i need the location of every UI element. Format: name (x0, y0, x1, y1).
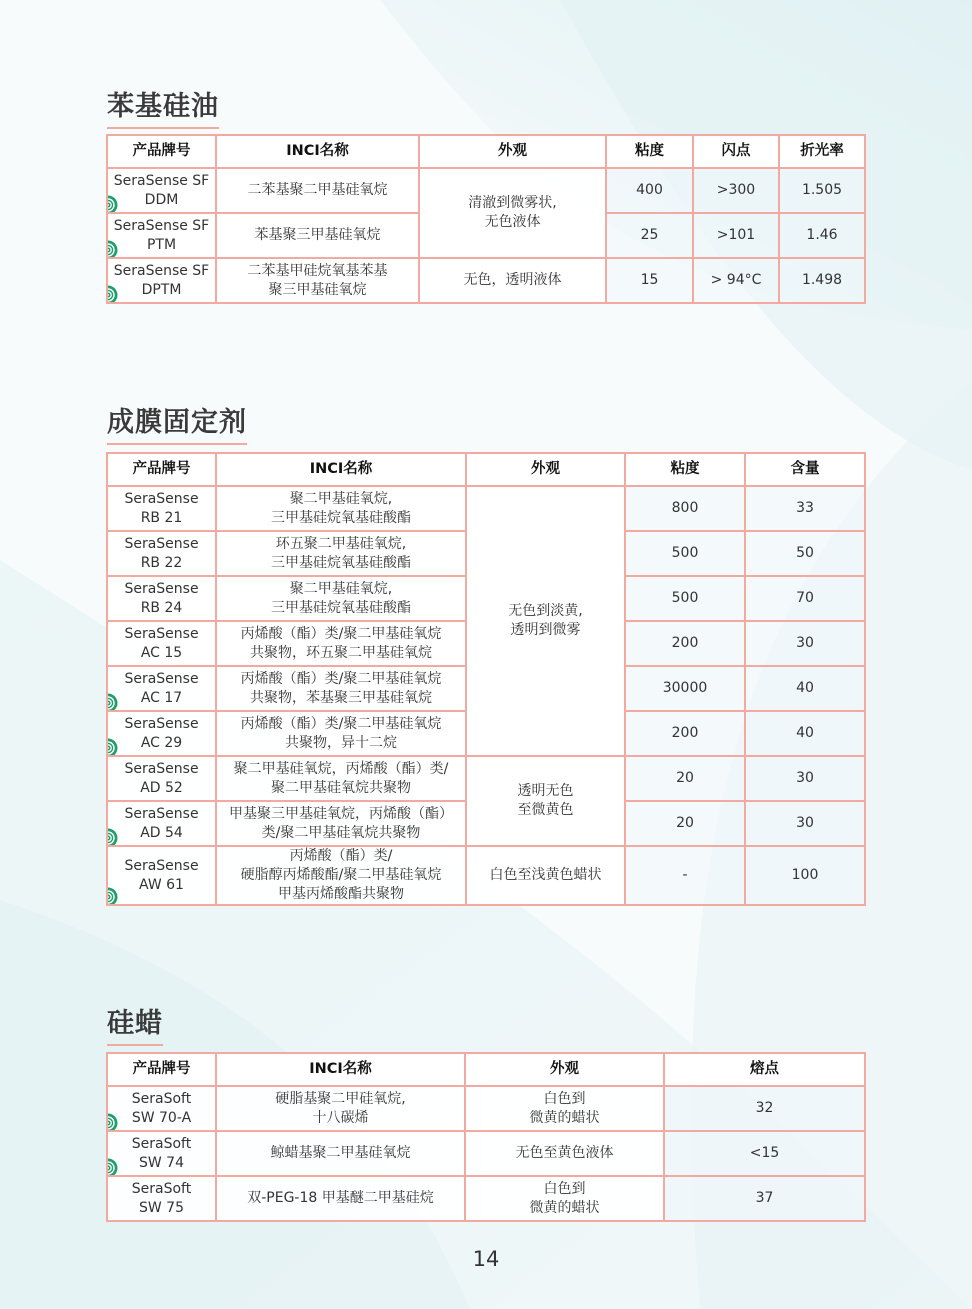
product-cell (107, 621, 216, 666)
product-name: SeraSoft SW 75 (131, 1180, 192, 1216)
appearance: 无色到淡黄, 透明到微雾 (466, 486, 625, 756)
inci-name: 环五聚二甲基硅氧烷, 三甲基硅烷氧基硅酸酯 (216, 531, 466, 576)
flash-point: > 94°C (693, 258, 779, 303)
column-header: 粘度 (625, 453, 745, 486)
column-header: INCI名称 (216, 453, 466, 486)
melting-point: <15 (664, 1131, 865, 1176)
section-title-silicone-wax: 硅蜡 (107, 1001, 163, 1046)
eco-leaf-icon (107, 1158, 118, 1176)
inci-name: 二苯基甲硅烷氧基苯基 聚三甲基硅氧烷 (216, 258, 419, 303)
table-row (107, 1131, 865, 1176)
column-header: 外观 (465, 1053, 664, 1086)
appearance: 透明无色 至微黄色 (466, 756, 625, 846)
table-row (107, 168, 865, 213)
table-row (107, 1176, 865, 1221)
appearance: 白色到 微黄的蜡状 (465, 1176, 664, 1221)
product-cell (107, 846, 216, 905)
silicone-wax-table (106, 1052, 866, 1222)
content: 30 (745, 756, 865, 801)
appearance: 清澈到微雾状, 无色液体 (419, 168, 606, 258)
product-cell (107, 486, 216, 531)
viscosity: 500 (625, 531, 745, 576)
phenyl-silicone-oil-table (106, 134, 866, 304)
product-name: SeraSoft SW 74 (131, 1135, 192, 1171)
inci-name: 丙烯酸（酯）类/聚二甲基硅氧烷 共聚物，苯基聚三甲基硅氧烷 (216, 666, 466, 711)
content: 33 (745, 486, 865, 531)
product-name: SeraSense AC 17 (124, 670, 199, 706)
viscosity: 200 (625, 621, 745, 666)
table-row (107, 258, 865, 303)
inci-name: 硬脂基聚二甲硅氧烷, 十八碳烯 (216, 1086, 465, 1131)
inci-name: 二苯基聚二甲基硅氧烷 (216, 168, 419, 213)
product-cell (107, 213, 216, 258)
inci-name: 双-PEG-18 甲基醚二甲基硅烷 (216, 1176, 465, 1221)
column-header: 外观 (466, 453, 625, 486)
eco-leaf-icon (107, 195, 118, 213)
column-header: 外观 (419, 135, 606, 168)
product-name: SeraSense AW 61 (124, 857, 199, 893)
viscosity: 20 (625, 801, 745, 846)
table-header-row (107, 135, 865, 168)
refractive-index: 1.498 (779, 258, 865, 303)
product-cell (107, 666, 216, 711)
appearance: 白色至浅黄色蜡状 (466, 846, 625, 905)
product-cell (107, 258, 216, 303)
inci-name: 苯基聚三甲基硅氧烷 (216, 213, 419, 258)
inci-name: 鲸蜡基聚二甲基硅氧烷 (216, 1131, 465, 1176)
product-name: SeraSense SF DDM (113, 172, 210, 208)
product-name: SeraSense RB 24 (124, 580, 199, 616)
column-header: INCI名称 (216, 135, 419, 168)
viscosity: 30000 (625, 666, 745, 711)
content: 40 (745, 711, 865, 756)
column-header: INCI名称 (216, 1053, 465, 1086)
product-cell (107, 756, 216, 801)
content: 50 (745, 531, 865, 576)
viscosity: 200 (625, 711, 745, 756)
product-name: SeraSense AD 54 (124, 805, 199, 841)
refractive-index: 1.505 (779, 168, 865, 213)
column-header: 产品牌号 (107, 135, 216, 168)
section-title-film-former: 成膜固定剂 (107, 400, 247, 445)
column-header: 熔点 (664, 1053, 865, 1086)
refractive-index: 1.46 (779, 213, 865, 258)
product-name: SeraSense RB 22 (124, 535, 199, 571)
column-header: 粘度 (606, 135, 693, 168)
inci-name: 丙烯酸（酯）类/聚二甲基硅氧烷 共聚物，环五聚二甲基硅氧烷 (216, 621, 466, 666)
column-header: 含量 (745, 453, 865, 486)
melting-point: 37 (664, 1176, 865, 1221)
melting-point: 32 (664, 1086, 865, 1131)
eco-leaf-icon (107, 738, 118, 756)
viscosity: 800 (625, 486, 745, 531)
viscosity: 15 (606, 258, 693, 303)
eco-leaf-icon (107, 828, 118, 846)
product-cell (107, 531, 216, 576)
inci-name: 丙烯酸（酯）类/ 硬脂醇丙烯酸酯/聚二甲基硅氧烷 甲基丙烯酸酯共聚物 (216, 846, 466, 905)
appearance: 白色到 微黄的蜡状 (465, 1086, 664, 1131)
appearance: 无色，透明液体 (419, 258, 606, 303)
product-name: SeraSense AC 15 (124, 625, 199, 661)
table-header-row (107, 1053, 865, 1086)
table-row (107, 846, 865, 905)
column-header: 产品牌号 (107, 453, 216, 486)
product-cell (107, 1086, 216, 1131)
column-header: 折光率 (779, 135, 865, 168)
content: 30 (745, 801, 865, 846)
page-number: 14 (472, 1247, 500, 1271)
eco-leaf-icon (107, 285, 118, 303)
viscosity: - (625, 846, 745, 905)
viscosity: 25 (606, 213, 693, 258)
inci-name: 丙烯酸（酯）类/聚二甲基硅氧烷 共聚物，异十二烷 (216, 711, 466, 756)
inci-name: 聚二甲基硅氧烷, 三甲基硅烷氧基硅酸酯 (216, 486, 466, 531)
product-name: SeraSense SF PTM (113, 217, 210, 253)
product-name: SeraSoft SW 70-A (131, 1090, 192, 1126)
content: 40 (745, 666, 865, 711)
product-cell (107, 711, 216, 756)
appearance: 无色至黄色液体 (465, 1131, 664, 1176)
product-name: SeraSense AD 52 (124, 760, 199, 796)
column-header: 闪点 (693, 135, 779, 168)
table-row (107, 1086, 865, 1131)
content: 30 (745, 621, 865, 666)
product-name: SeraSense SF DPTM (113, 262, 210, 298)
film-former-table (106, 452, 866, 906)
eco-leaf-icon (107, 1113, 118, 1131)
column-header: 产品牌号 (107, 1053, 216, 1086)
content: 70 (745, 576, 865, 621)
table-row (107, 756, 865, 801)
product-cell (107, 801, 216, 846)
product-cell (107, 576, 216, 621)
flash-point: >300 (693, 168, 779, 213)
viscosity: 20 (625, 756, 745, 801)
product-cell (107, 168, 216, 213)
table-row (107, 486, 865, 531)
product-cell (107, 1131, 216, 1176)
product-name: SeraSense AC 29 (124, 715, 199, 751)
eco-leaf-icon (107, 693, 118, 711)
viscosity: 500 (625, 576, 745, 621)
table-header-row (107, 453, 865, 486)
eco-leaf-icon (107, 887, 118, 905)
viscosity: 400 (606, 168, 693, 213)
product-cell (107, 1176, 216, 1221)
eco-leaf-icon (107, 240, 118, 258)
section-title-phenyl-silicone-oil: 苯基硅油 (107, 84, 219, 129)
flash-point: >101 (693, 213, 779, 258)
inci-name: 聚二甲基硅氧烷，丙烯酸（酯）类/ 聚二甲基硅氧烷共聚物 (216, 756, 466, 801)
content: 100 (745, 846, 865, 905)
product-name: SeraSense RB 21 (124, 490, 199, 526)
inci-name: 甲基聚三甲基硅氧烷，丙烯酸（酯） 类/聚二甲基硅氧烷共聚物 (216, 801, 466, 846)
inci-name: 聚二甲基硅氧烷, 三甲基硅烷氧基硅酸酯 (216, 576, 466, 621)
